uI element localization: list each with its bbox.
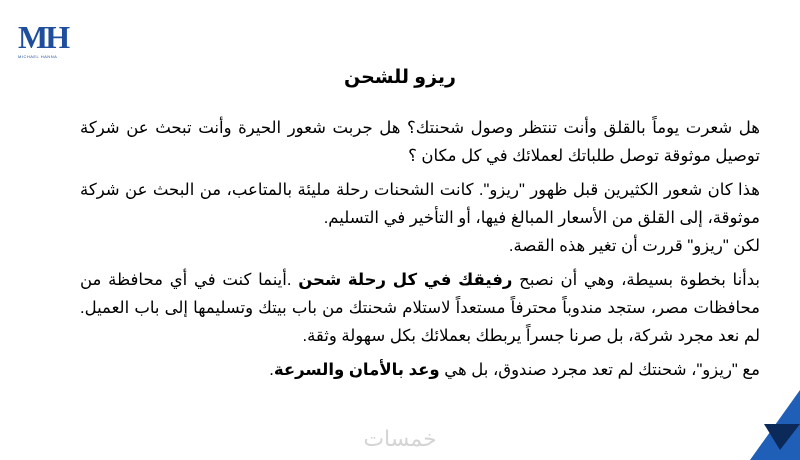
promise-highlight: وعد بالأمان والسرعة bbox=[273, 361, 440, 379]
document-body bbox=[80, 114, 760, 390]
page-title: ريزو للشحن bbox=[344, 67, 456, 88]
mission-text-end: .أينما كنت في أي محافظة من محافظات مصر، ستجد مندوباً محترفاً مستعداً لاستلام شحنتك من باب بيتك وتسليمها إلى باب العميل. لم نعد مجرد شركة، بل صرنا جسراً يربطك بعملائك بكل سهولة وثقة. bbox=[80, 271, 760, 345]
paragraph-mission bbox=[80, 266, 760, 350]
promise-text-start: مع "ريزو"، شحنتك لم تعد مجرد صندوق، بل هي bbox=[439, 361, 760, 379]
promise-text-end: . bbox=[269, 361, 274, 379]
mission-text-start: بدأنا بخطوة بسيطة، وهي أن نصبح bbox=[512, 271, 761, 289]
paragraph-intro: هل شعرت يوماً بالقلق وأنت تنتظر وصول شحنتك؟ هل جربت شعور الحيرة وأنت تبحث عن شركة توصيل موثوقة توصل طلباتك لعملائك في كل مكان ؟ bbox=[80, 119, 760, 165]
watermark: خمسات bbox=[363, 426, 437, 451]
brand-logo bbox=[18, 19, 68, 62]
logo-caption: MICHAEL HANNA bbox=[18, 54, 58, 59]
mission-highlight: رفيقك في كل رحلة شحن bbox=[298, 271, 513, 289]
paragraph-before-rizo: هذا كان شعور الكثيرين قبل ظهور "ريزو". كانت الشحنات رحلة مليئة بالمتاعب، من البحث عن شركة موثوقة، إلى القلق من الأسعار المبالغ فيها، أو التأخير في التسليم. bbox=[80, 181, 760, 227]
logo-mark: MH bbox=[18, 19, 68, 55]
paragraph-change: لكن "ريزو" قررت أن تغير هذه القصة. bbox=[508, 237, 760, 255]
corner-decoration bbox=[750, 390, 800, 460]
paragraph-promise bbox=[80, 356, 760, 384]
